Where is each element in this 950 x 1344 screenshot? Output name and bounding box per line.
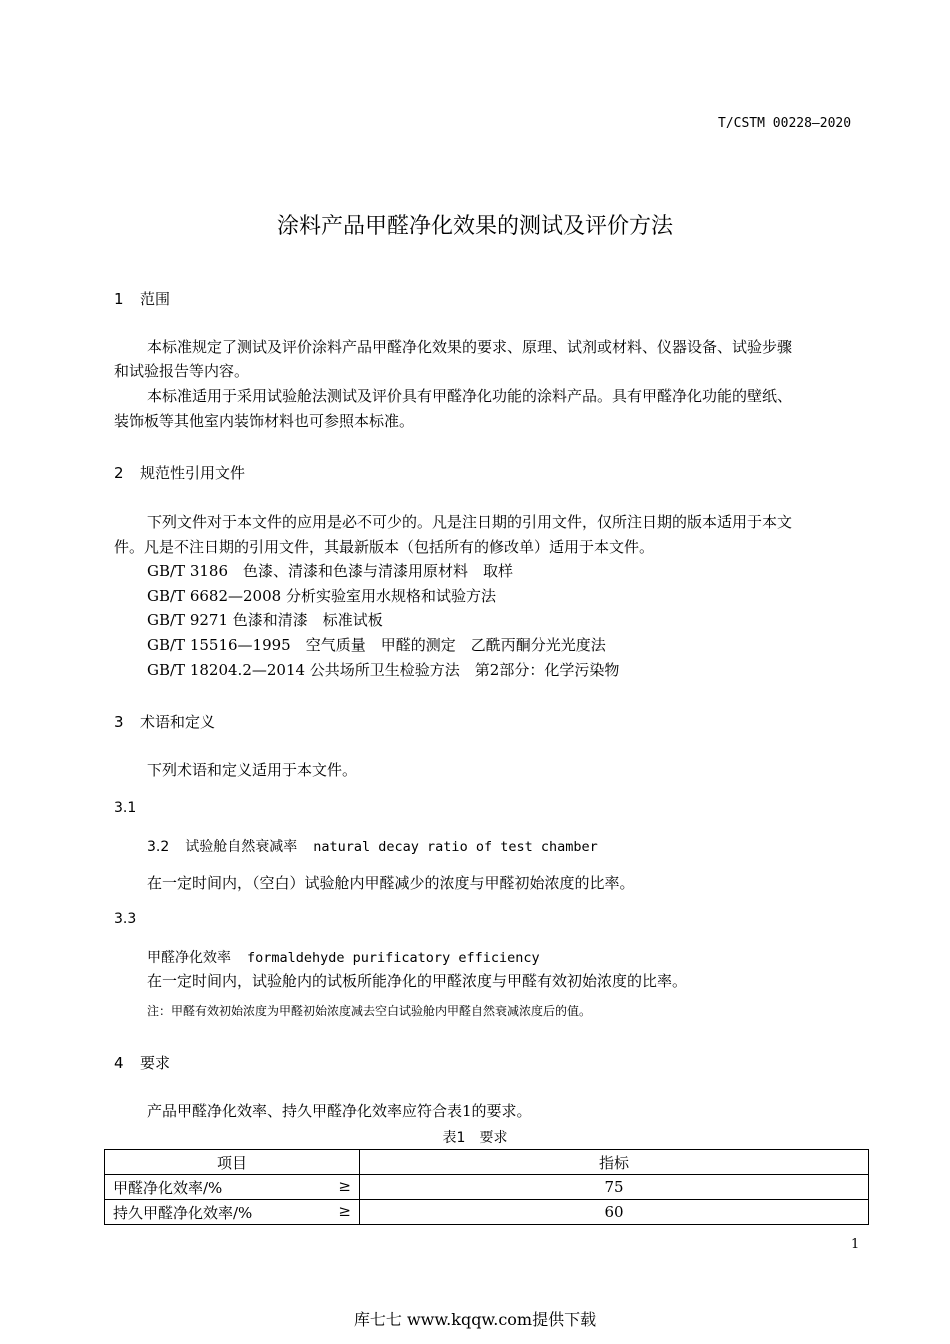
section-1-heading [114,288,170,309]
term-heading [147,836,598,856]
table-cell: 60 [360,1200,869,1225]
term-definition: 在一定时间内，试验舱内的试板所能净化的甲醛浓度与甲醛有效初始浓度的比率。 [147,972,688,990]
paragraph: 本标准规定了测试及评价涂料产品甲醛净化效果的要求、原理、试剂或材料、仪器设备、试验步骤 [147,338,793,356]
item-label: 甲醛净化效率/% [113,1178,223,1197]
table-caption: 表1 要求 [442,1130,508,1146]
section-2-heading [114,462,245,483]
reference-item: GB/T 9271 色漆和清漆 标准试板 [147,611,383,629]
section-number: 1 [114,290,124,308]
table-header-cell: 项目 [105,1150,360,1175]
reference-item: GB/T 6682—2008 分析实验室用水规格和试验方法 [147,587,496,605]
paragraph: 件。凡是不注日期的引用文件，其最新版本（包括所有的修改单）适用于本文件。 [114,538,655,556]
section-title: 要求 [140,1054,171,1072]
term-en: natural decay ratio of test chamber [313,839,598,855]
table-cell [105,1200,360,1225]
term-en: formaldehyde purificatory efficiency [247,950,540,966]
note: 注：甲醛有效初始浓度为甲醛初始浓度减去空白试验舱内甲醛自然衰减浓度后的值。 [147,1004,592,1018]
term-number: 3.3 [114,911,137,927]
section-title: 规范性引用文件 [140,464,246,482]
section-number: 4 [114,1054,124,1072]
reference-item: GB/T 3186 色漆、清漆和色漆与清漆用原材料 取样 [147,562,514,580]
table-cell [105,1175,360,1200]
paragraph: 下列文件对于本文件的应用是必不可少的。凡是注日期的引用文件，仅所注日期的版本适用于本文 [147,513,793,531]
page-number: 1 [851,1237,860,1252]
table-header-row [105,1150,869,1175]
requirements-table [104,1149,869,1225]
section-title: 术语和定义 [140,713,216,731]
operator: ≥ [338,1201,351,1220]
term-zh: 甲醛净化效率 [147,950,231,966]
operator: ≥ [338,1176,351,1195]
section-number: 2 [114,464,124,482]
term-definition: 在一定时间内，（空白）试验舱内甲醛减少的浓度与甲醛初始浓度的比率。 [147,874,635,892]
term-number: 3.2 [147,839,170,855]
section-3-heading [114,711,215,732]
term-heading [147,947,540,967]
section-4-heading [114,1052,170,1073]
table-row [105,1175,869,1200]
paragraph: 和试验报告等内容。 [114,362,250,380]
standard-code: T/CSTM 00228—2020 [718,116,852,131]
table-row [105,1200,869,1225]
paragraph: 产品甲醛净化效率、持久甲醛净化效率应符合表1的要求。 [147,1102,532,1120]
term-number: 3.1 [114,800,137,816]
paragraph: 装饰板等其他室内装饰材料也可参照本标准。 [114,412,415,430]
table-header-cell: 指标 [360,1150,869,1175]
document-title: 涂料产品甲醛净化效果的测试及评价方法 [276,214,673,239]
item-label: 持久甲醛净化效率/% [113,1203,253,1222]
term-zh: 试验舱自然衰减率 [185,839,298,855]
reference-item: GB/T 18204.2—2014 公共场所卫生检验方法 第2部分：化学污染物 [147,661,620,679]
section-number: 3 [114,713,124,731]
source-watermark: 库七七 www.kqqw.com提供下载 [353,1310,597,1329]
table-cell: 75 [360,1175,869,1200]
section-title: 范围 [140,290,171,308]
reference-item: GB/T 15516—1995 空气质量 甲醛的测定 乙酰丙酮分光光度法 [147,636,606,654]
paragraph: 下列术语和定义适用于本文件。 [147,761,358,779]
paragraph: 本标准适用于采用试验舱法测试及评价具有甲醛净化功能的涂料产品。具有甲醛净化功能的壁纸、 [147,387,793,405]
